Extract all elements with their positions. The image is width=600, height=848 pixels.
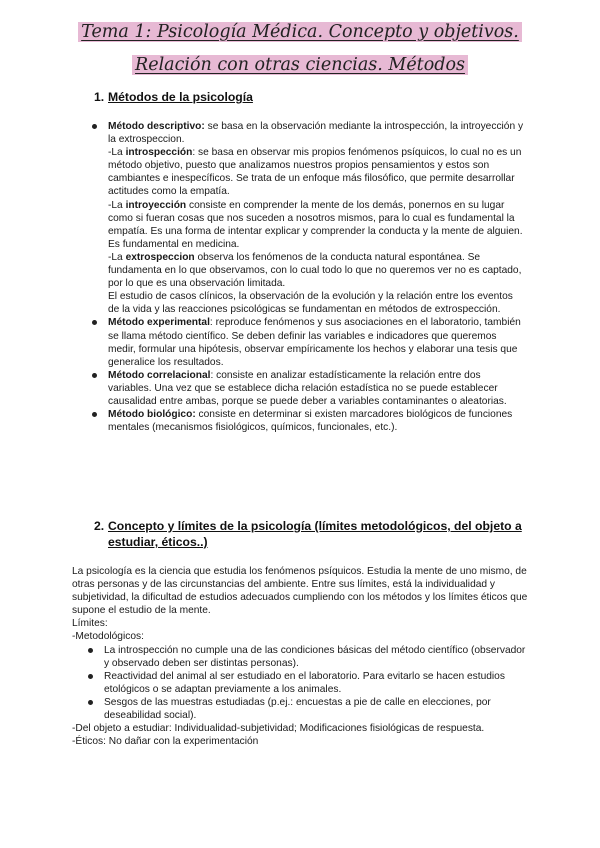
list-item: La introspección no cumple una de las condiciones básicas del método científico (observador y observado deben ser distintas personas).: [90, 644, 532, 670]
section-2-number: 2.: [94, 519, 105, 533]
list-item-experimental: [94, 316, 524, 368]
objeto-limit: -Del objeto a estudiar: Individualidad-subjetividad; Modificaciones fisiológicas de respuesta.: [72, 723, 485, 735]
list-item-biologico: [94, 408, 524, 434]
section-1-heading: [94, 89, 253, 105]
text-biologico: consiste en determinar si existen marcadores biológicos de funciones mentales (mecanismos fisiológicos, químicos, funcionales, etc.).: [108, 409, 513, 434]
list-item-correlacional: [94, 369, 524, 408]
list-item: Sesgos de las muestras estudiadas (p.ej.: encuestas a pie de calle en elecciones, por deseabilidad social).: [90, 696, 532, 722]
section-2-body: [72, 565, 532, 748]
section-1-number: 1.: [94, 90, 105, 104]
text-introspeccion: : se basa en observar mis propios fenómenos psíquicos, lo cual no es un método objetivo, puesto que analizamos nuestros propios pensamientos y estos son cambiantes e inespecíficos. Se trata de un enfoque más filosófico, que permite desarrollar actitudes como la empatía.: [108, 147, 522, 198]
section-2-intro: La psicología es la ciencia que estudia los fenómenos psíquicos. Estudia la mente de uno mismo, de otras personas y de las circunstancias del ambiente. Entre sus límites, está la individualidad y subjetividad, la dificultad de estudios adecuados cumpliendo con los métodos y los límites éticos que supone el estudio de la mente.: [72, 566, 528, 617]
section-2-heading-line-1: Concepto y límites de la psicología (límites metodológicos, del objeto a: [108, 519, 522, 533]
term-extrospeccion: extrospeccion: [125, 251, 195, 263]
section-2-heading-line-2: estudiar, éticos..): [108, 535, 208, 549]
term-experimental: Método experimental: [108, 317, 210, 329]
term-introyeccion: introyección: [125, 199, 187, 211]
prefix-introyeccion: -La: [108, 199, 126, 211]
prefix-extrospeccion: -La: [108, 251, 126, 263]
section-1-heading-text: Métodos de la psicología: [108, 90, 253, 104]
prefix-introspeccion: -La: [108, 147, 126, 159]
text-introyeccion: consiste en comprender la mente de los demás, ponernos en su lugar como si fueran cosas que nos suceden a nosotros mismos, para lo cual es fundamental la empatía. Es una forma de intentar explicar y comprender la conducta y la mente de alguien. Es fundamental en medicina.: [108, 199, 523, 250]
sub-casos-clinicos: El estudio de casos clínicos, la observación de la evolución y la relación entre los eventos de la vida y las reacciones psicológicas se fundamentan en métodos de extrospección.: [108, 291, 513, 316]
text-correlacional: : consiste en analizar estadísticamente la relación entre dos variables. Una vez que se establece dicha relación estadística no se puede establecer causalidad entre ambas, porque se puede deber a variables contaminantes o aleatorias.: [108, 369, 507, 407]
list-item: Reactividad del animal al ser estudiado en el laboratorio. Para evitarlo se hacen estudios etológicos o se adaptan previamente a los animales.: [90, 670, 532, 696]
title-highlight-2: Relación con otras ciencias. Métodos: [132, 55, 468, 75]
eticos-limit: -Éticos: No dañar con la experimentación: [72, 736, 259, 748]
methods-list: [94, 120, 524, 434]
list-item-descriptivo: [94, 120, 524, 316]
sub-introspeccion: [108, 146, 524, 198]
limites-label: Límites:: [72, 618, 108, 630]
sub-extrospeccion: [108, 251, 524, 290]
metodologicos-label: -Metodológicos:: [72, 631, 144, 643]
title-line-2: [0, 53, 600, 77]
title-highlight-1: Tema 1: Psicología Médica. Concepto y objetivos.: [78, 22, 522, 42]
text-extrospeccion: observa los fenómenos de la conducta natural espontánea. Se fundamenta en lo que observamos, con lo cual todo lo que no queremos ver no es captado, por lo que es una observación limitada.: [108, 251, 522, 290]
text-descriptivo: se basa en la observación mediante la introspección, la introyección y la extrospeccion.: [108, 121, 524, 146]
term-introspeccion: introspección: [125, 147, 193, 159]
term-descriptivo: Método descriptivo:: [108, 121, 205, 132]
section-2-heading: [94, 518, 534, 550]
metodologicos-list: [90, 644, 532, 723]
term-correlacional: Método correlacional: [108, 369, 211, 381]
title-line-1: [0, 20, 600, 44]
section-1-body: [94, 120, 524, 434]
sub-introyeccion: [108, 199, 524, 251]
text-experimental: : reproduce fenómenos y sus asociaciones en el laboratorio, también se llama método científico. Se deben definir las variables e indicadores que queremos medir, formular una hipótesis, observar empíricamente los hechos y elaborar una tesis que generalice los resultados.: [108, 317, 521, 368]
term-biologico: Método biológico:: [108, 409, 196, 421]
